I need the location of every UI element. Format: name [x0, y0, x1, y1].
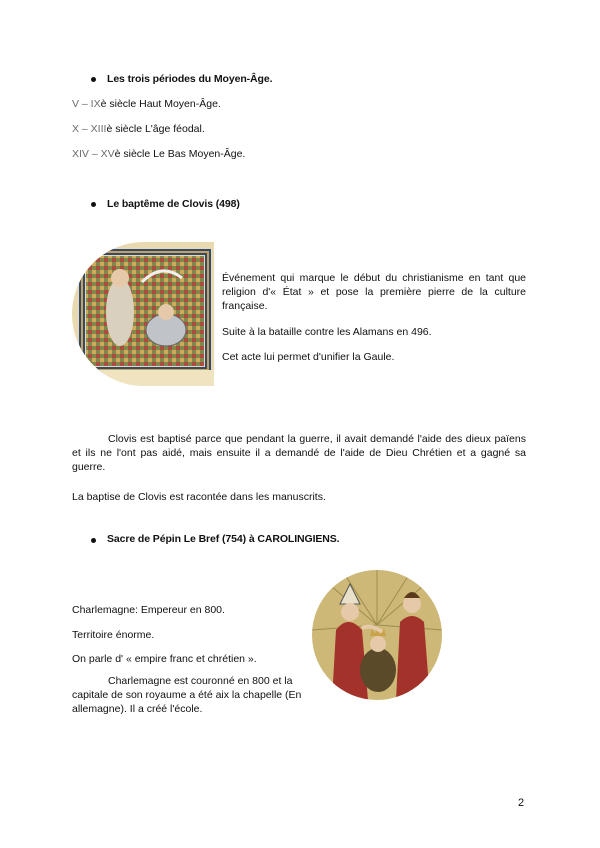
- clovis-side-paragraph-1: Événement qui marque le début du christianisme en tant que religion d'« État » et pose la première pierre de la culture française.: [222, 272, 526, 312]
- charlemagne-line-1: Charlemagne: Empereur en 800.: [72, 604, 225, 616]
- period-text: è siècle Le Bas Moyen-Âge.: [114, 148, 246, 160]
- section-heading-clovis: Le baptême de Clovis (498): [107, 198, 240, 210]
- charlemagne-final-paragraph: Charlemagne est couronné en 800 et la capitale de son royaume a été aix la chapelle (En allemagne). Il a créé l'école.: [72, 675, 302, 715]
- manuscript-baptism-illumination: [72, 242, 214, 386]
- bullet-dot-icon: [91, 538, 96, 543]
- period-line-1: [72, 98, 221, 110]
- period-text: è siècle L'âge féodal.: [106, 123, 205, 135]
- coronation-illustration: [312, 570, 442, 700]
- section-heading-periods: Les trois périodes du Moyen-Âge.: [107, 73, 273, 85]
- charlemagne-line-2: Territoire énorme.: [72, 629, 155, 641]
- section-heading-pepin: Sacre de Pépin Le Bref (754) à CAROLINGIENS.: [107, 533, 340, 545]
- clovis-footer-line: La baptise de Clovis est racontée dans les manuscrits.: [72, 491, 326, 503]
- period-line-2: [72, 123, 205, 135]
- clovis-body-paragraph: Clovis est baptisé parce que pendant la guerre, il avait demandé l'aide des dieux païens et ils ne l'ont pas aidé, mais ensuite il a demandé de l'aide de Dieu Chrétien et a gagné sa guerre.: [72, 433, 526, 473]
- period-line-3: [72, 148, 245, 160]
- period-range: V – IX: [72, 98, 101, 110]
- clovis-side-paragraph-3: Cet acte lui permet d'unifier la Gaule.: [222, 351, 395, 363]
- charlemagne-line-3: On parle d' « empire franc et chrétien ».: [72, 653, 257, 665]
- clovis-side-paragraph-2: Suite à la bataille contre les Alamans en 496.: [222, 326, 432, 338]
- bullet-dot-icon: [91, 77, 96, 82]
- page-number: 2: [518, 797, 525, 809]
- period-text: è siècle Haut Moyen-Âge.: [100, 98, 221, 110]
- period-range: XIV – XV: [72, 148, 115, 160]
- period-range: X – XIII: [72, 123, 107, 135]
- bullet-dot-icon: [91, 202, 96, 207]
